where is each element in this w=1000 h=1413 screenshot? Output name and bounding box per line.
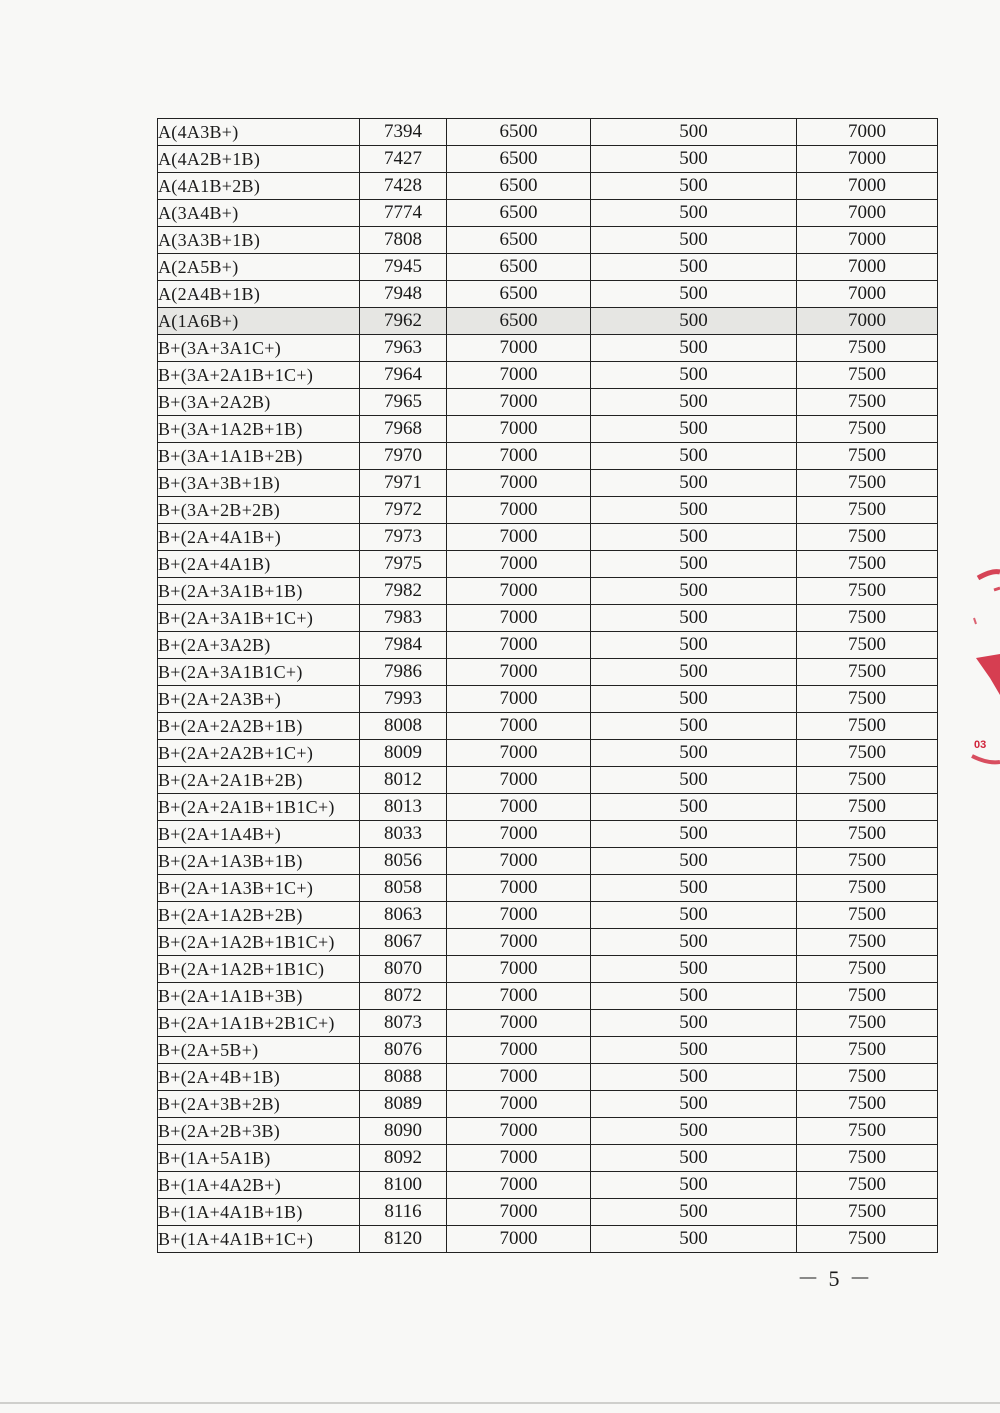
combination-cell: B+(1A+4A1B+1B): [158, 1199, 360, 1226]
total-cell: 7500: [797, 1199, 938, 1226]
bonus-cell: 500: [591, 524, 797, 551]
score-cell: 7000: [447, 848, 591, 875]
table-row: [158, 740, 938, 767]
table-row: [158, 794, 938, 821]
score-cell: 7000: [447, 470, 591, 497]
total-cell: 7500: [797, 848, 938, 875]
score-cell: 7000: [447, 929, 591, 956]
combination-cell: B+(2A+3A1B+1C+): [158, 605, 360, 632]
combination-cell: B+(2A+2A3B+): [158, 686, 360, 713]
score-cell: 6500: [447, 200, 591, 227]
score-cell: 7000: [447, 335, 591, 362]
score-cell: 7000: [447, 524, 591, 551]
score-cell: 7000: [447, 632, 591, 659]
score-cell: 7000: [447, 875, 591, 902]
table-row: [158, 821, 938, 848]
rank-cell: 8089: [360, 1091, 447, 1118]
total-cell: 7500: [797, 821, 938, 848]
combination-cell: B+(1A+5A1B): [158, 1145, 360, 1172]
combination-cell: B+(3A+3B+1B): [158, 470, 360, 497]
table-row: [158, 659, 938, 686]
combination-cell: B+(3A+3A1C+): [158, 335, 360, 362]
combination-cell: B+(2A+3A1B1C+): [158, 659, 360, 686]
table-row: [158, 227, 938, 254]
combination-cell: B+(2A+5B+): [158, 1037, 360, 1064]
bonus-cell: 500: [591, 1037, 797, 1064]
rank-cell: 7982: [360, 578, 447, 605]
rank-cell: 8012: [360, 767, 447, 794]
rank-cell: 7972: [360, 497, 447, 524]
total-cell: 7500: [797, 416, 938, 443]
combination-cell: B+(2A+3A1B+1B): [158, 578, 360, 605]
bonus-cell: 500: [591, 1226, 797, 1253]
combination-cell: B+(2A+2A1B+2B): [158, 767, 360, 794]
bonus-cell: 500: [591, 254, 797, 281]
combination-cell: B+(2A+1A2B+2B): [158, 902, 360, 929]
score-cell: 7000: [447, 497, 591, 524]
combination-cell: B+(3A+2B+2B): [158, 497, 360, 524]
combination-cell: B+(2A+3A2B): [158, 632, 360, 659]
rank-cell: 7427: [360, 146, 447, 173]
combination-cell: B+(3A+1A1B+2B): [158, 443, 360, 470]
total-cell: 7500: [797, 659, 938, 686]
total-cell: 7500: [797, 497, 938, 524]
total-cell: 7500: [797, 1118, 938, 1145]
table-row: [158, 1010, 938, 1037]
score-cell: 7000: [447, 659, 591, 686]
bonus-cell: 500: [591, 470, 797, 497]
table-row: [158, 848, 938, 875]
table-row: [158, 875, 938, 902]
rank-cell: 8058: [360, 875, 447, 902]
combination-cell: B+(3A+2A1B+1C+): [158, 362, 360, 389]
total-cell: 7500: [797, 551, 938, 578]
total-cell: 7000: [797, 227, 938, 254]
table-row: [158, 605, 938, 632]
total-cell: 7500: [797, 443, 938, 470]
combination-cell: B+(2A+2A2B+1B): [158, 713, 360, 740]
bonus-cell: 500: [591, 200, 797, 227]
score-cell: 7000: [447, 416, 591, 443]
total-cell: 7000: [797, 308, 938, 335]
total-cell: 7500: [797, 605, 938, 632]
bonus-cell: 500: [591, 1172, 797, 1199]
rank-cell: 8056: [360, 848, 447, 875]
table-row: [158, 767, 938, 794]
bonus-cell: 500: [591, 875, 797, 902]
bonus-cell: 500: [591, 578, 797, 605]
score-cell: 7000: [447, 956, 591, 983]
score-cell: 6500: [447, 146, 591, 173]
total-cell: 7500: [797, 1172, 938, 1199]
total-cell: 7000: [797, 200, 938, 227]
score-cell: 7000: [447, 740, 591, 767]
total-cell: 7000: [797, 119, 938, 146]
combination-cell: B+(2A+1A2B+1B1C+): [158, 929, 360, 956]
rank-cell: 7993: [360, 686, 447, 713]
rank-cell: 8070: [360, 956, 447, 983]
table-row: [158, 335, 938, 362]
rank-cell: 7970: [360, 443, 447, 470]
bonus-cell: 500: [591, 848, 797, 875]
table-row: [158, 713, 938, 740]
rank-cell: 8092: [360, 1145, 447, 1172]
table-row: [158, 308, 938, 335]
bonus-cell: 500: [591, 1010, 797, 1037]
rank-cell: 7986: [360, 659, 447, 686]
bonus-cell: 500: [591, 902, 797, 929]
score-cell: 7000: [447, 902, 591, 929]
score-cell: 7000: [447, 821, 591, 848]
bonus-cell: 500: [591, 308, 797, 335]
bonus-cell: 500: [591, 632, 797, 659]
rank-cell: 8116: [360, 1199, 447, 1226]
total-cell: 7500: [797, 1226, 938, 1253]
score-cell: 7000: [447, 1037, 591, 1064]
rank-cell: 7964: [360, 362, 447, 389]
total-cell: 7500: [797, 1145, 938, 1172]
combination-cell: B+(2A+2A2B+1C+): [158, 740, 360, 767]
table-row: [158, 1118, 938, 1145]
total-cell: 7500: [797, 794, 938, 821]
table-row: [158, 146, 938, 173]
table-row: [158, 929, 938, 956]
rank-cell: 7428: [360, 173, 447, 200]
table-row: [158, 1037, 938, 1064]
combination-cell: B+(1A+4A1B+1C+): [158, 1226, 360, 1253]
rank-cell: 7394: [360, 119, 447, 146]
score-cell: 7000: [447, 1145, 591, 1172]
score-cell: 6500: [447, 254, 591, 281]
score-cell: 6500: [447, 281, 591, 308]
score-cell: 7000: [447, 794, 591, 821]
table-row: [158, 1064, 938, 1091]
score-cell: 7000: [447, 551, 591, 578]
total-cell: 7500: [797, 1064, 938, 1091]
bonus-cell: 500: [591, 929, 797, 956]
combination-cell: B+(2A+1A2B+1B1C): [158, 956, 360, 983]
combination-cell: A(3A3B+1B): [158, 227, 360, 254]
combination-cell: B+(2A+1A4B+): [158, 821, 360, 848]
combination-cell: B+(3A+1A2B+1B): [158, 416, 360, 443]
rank-cell: 8090: [360, 1118, 447, 1145]
score-cell: 7000: [447, 389, 591, 416]
score-table: [157, 118, 938, 1253]
bonus-cell: 500: [591, 794, 797, 821]
score-cell: 7000: [447, 362, 591, 389]
rank-cell: 8073: [360, 1010, 447, 1037]
total-cell: 7000: [797, 146, 938, 173]
table-row: [158, 119, 938, 146]
table-row: [158, 173, 938, 200]
table-row: [158, 983, 938, 1010]
bonus-cell: 500: [591, 686, 797, 713]
score-cell: 7000: [447, 605, 591, 632]
score-cell: 7000: [447, 1226, 591, 1253]
total-cell: 7500: [797, 578, 938, 605]
score-cell: 7000: [447, 1091, 591, 1118]
rank-cell: 8033: [360, 821, 447, 848]
bonus-cell: 500: [591, 497, 797, 524]
score-cell: 7000: [447, 983, 591, 1010]
table-row: [158, 389, 938, 416]
rank-cell: 7984: [360, 632, 447, 659]
combination-cell: B+(2A+1A1B+3B): [158, 983, 360, 1010]
bonus-cell: 500: [591, 335, 797, 362]
score-cell: 6500: [447, 227, 591, 254]
score-cell: 7000: [447, 1118, 591, 1145]
score-cell: 6500: [447, 173, 591, 200]
total-cell: 7500: [797, 1037, 938, 1064]
score-cell: 7000: [447, 1199, 591, 1226]
combination-cell: B+(3A+2A2B): [158, 389, 360, 416]
table-row: [158, 632, 938, 659]
bonus-cell: 500: [591, 983, 797, 1010]
rank-cell: 8063: [360, 902, 447, 929]
score-cell: 7000: [447, 1064, 591, 1091]
combination-cell: A(4A3B+): [158, 119, 360, 146]
table-row: [158, 1145, 938, 1172]
score-cell: 7000: [447, 1010, 591, 1037]
rank-cell: 8100: [360, 1172, 447, 1199]
combination-cell: A(4A1B+2B): [158, 173, 360, 200]
rank-cell: 7971: [360, 470, 447, 497]
bonus-cell: 500: [591, 119, 797, 146]
total-cell: 7500: [797, 902, 938, 929]
total-cell: 7500: [797, 767, 938, 794]
table-row: [158, 524, 938, 551]
bonus-cell: 500: [591, 227, 797, 254]
rank-cell: 7983: [360, 605, 447, 632]
bonus-cell: 500: [591, 605, 797, 632]
rank-cell: 8008: [360, 713, 447, 740]
total-cell: 7500: [797, 335, 938, 362]
bonus-cell: 500: [591, 146, 797, 173]
page-number: － 5 －: [796, 1266, 873, 1291]
total-cell: 7500: [797, 740, 938, 767]
total-cell: 7500: [797, 713, 938, 740]
bonus-cell: 500: [591, 659, 797, 686]
rank-cell: 8013: [360, 794, 447, 821]
table-row: [158, 578, 938, 605]
combination-cell: B+(2A+1A3B+1B): [158, 848, 360, 875]
rank-cell: 8072: [360, 983, 447, 1010]
combination-cell: B+(2A+2A1B+1B1C+): [158, 794, 360, 821]
combination-cell: A(2A4B+1B): [158, 281, 360, 308]
seal-text: 03: [974, 739, 987, 751]
bonus-cell: 500: [591, 713, 797, 740]
table-row: [158, 1226, 938, 1253]
bonus-cell: 500: [591, 1145, 797, 1172]
table-row: [158, 362, 938, 389]
combination-cell: A(2A5B+): [158, 254, 360, 281]
table-body: [158, 119, 938, 1253]
table-row: [158, 497, 938, 524]
bonus-cell: 500: [591, 551, 797, 578]
rank-cell: 7962: [360, 308, 447, 335]
combination-cell: B+(2A+4A1B+): [158, 524, 360, 551]
combination-cell: B+(2A+2B+3B): [158, 1118, 360, 1145]
total-cell: 7500: [797, 1010, 938, 1037]
bonus-cell: 500: [591, 1064, 797, 1091]
total-cell: 7500: [797, 632, 938, 659]
rank-cell: 8067: [360, 929, 447, 956]
total-cell: 7500: [797, 929, 938, 956]
combination-cell: B+(2A+1A3B+1C+): [158, 875, 360, 902]
table-row: [158, 902, 938, 929]
total-cell: 7500: [797, 1091, 938, 1118]
rank-cell: 7963: [360, 335, 447, 362]
combination-cell: B+(2A+4B+1B): [158, 1064, 360, 1091]
score-cell: 6500: [447, 308, 591, 335]
combination-cell: B+(2A+3B+2B): [158, 1091, 360, 1118]
total-cell: 7500: [797, 686, 938, 713]
table-row: [158, 551, 938, 578]
score-cell: 7000: [447, 713, 591, 740]
total-cell: 7500: [797, 983, 938, 1010]
bonus-cell: 500: [591, 956, 797, 983]
table-row: [158, 416, 938, 443]
total-cell: 7000: [797, 254, 938, 281]
total-cell: 7500: [797, 470, 938, 497]
combination-cell: B+(2A+4A1B): [158, 551, 360, 578]
rank-cell: 7975: [360, 551, 447, 578]
official-seal-fragment: [960, 560, 1000, 770]
total-cell: 7000: [797, 173, 938, 200]
rank-cell: 7968: [360, 416, 447, 443]
total-cell: 7000: [797, 281, 938, 308]
bonus-cell: 500: [591, 1091, 797, 1118]
table-row: [158, 200, 938, 227]
rank-cell: 7948: [360, 281, 447, 308]
score-cell: 7000: [447, 686, 591, 713]
total-cell: 7500: [797, 389, 938, 416]
combination-cell: A(3A4B+): [158, 200, 360, 227]
total-cell: 7500: [797, 524, 938, 551]
rank-cell: 8009: [360, 740, 447, 767]
table-row: [158, 1091, 938, 1118]
bonus-cell: 500: [591, 767, 797, 794]
rank-cell: 7774: [360, 200, 447, 227]
table-row: [158, 470, 938, 497]
score-cell: 7000: [447, 1172, 591, 1199]
score-cell: 6500: [447, 119, 591, 146]
bonus-cell: 500: [591, 416, 797, 443]
table-row: [158, 956, 938, 983]
rank-cell: 8076: [360, 1037, 447, 1064]
rank-cell: 7965: [360, 389, 447, 416]
bottom-rule: [0, 1402, 1000, 1404]
combination-cell: A(1A6B+): [158, 308, 360, 335]
score-cell: 7000: [447, 443, 591, 470]
total-cell: 7500: [797, 956, 938, 983]
bonus-cell: 500: [591, 389, 797, 416]
combination-cell: B+(1A+4A2B+): [158, 1172, 360, 1199]
table-row: [158, 1172, 938, 1199]
score-cell: 7000: [447, 767, 591, 794]
bonus-cell: 500: [591, 740, 797, 767]
total-cell: 7500: [797, 875, 938, 902]
table-row: [158, 686, 938, 713]
table-row: [158, 254, 938, 281]
score-cell: 7000: [447, 578, 591, 605]
rank-cell: 7945: [360, 254, 447, 281]
rank-cell: 7973: [360, 524, 447, 551]
bonus-cell: 500: [591, 362, 797, 389]
bonus-cell: 500: [591, 173, 797, 200]
rank-cell: 8088: [360, 1064, 447, 1091]
bonus-cell: 500: [591, 1199, 797, 1226]
combination-cell: A(4A2B+1B): [158, 146, 360, 173]
bonus-cell: 500: [591, 281, 797, 308]
rank-cell: 8120: [360, 1226, 447, 1253]
bonus-cell: 500: [591, 443, 797, 470]
combination-cell: B+(2A+1A1B+2B1C+): [158, 1010, 360, 1037]
table-row: [158, 1199, 938, 1226]
rank-cell: 7808: [360, 227, 447, 254]
bonus-cell: 500: [591, 1118, 797, 1145]
table-row: [158, 443, 938, 470]
total-cell: 7500: [797, 362, 938, 389]
bonus-cell: 500: [591, 821, 797, 848]
table-row: [158, 281, 938, 308]
